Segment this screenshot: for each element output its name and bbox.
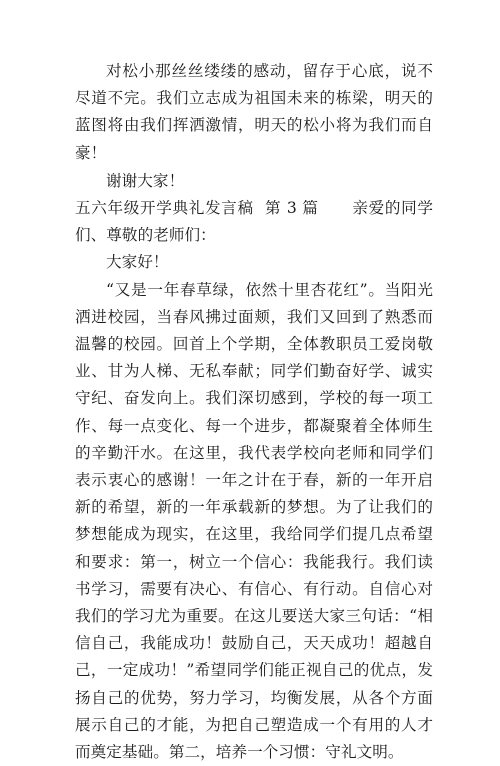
thanks-line: 谢谢大家！ xyxy=(106,171,185,190)
speech-heading-and-greeting: 五六年级开学典礼发言稿 第 3 篇 亲爱的同学们、尊敬的老师们： xyxy=(75,199,433,245)
hello-line: 大家好！ xyxy=(106,253,169,272)
closing-paragraph: 对松小那丝丝缕缕的感动，留存于心底，说不尽道不完。我们立志成为祖国未来的栋梁，明天的蓝图将由我们挥洒激情，明天的松小将为我们而自豪！ xyxy=(75,62,433,162)
document-body xyxy=(75,58,433,766)
speech-body-paragraph: “又是一年春草绿，依然十里杏花红”。当阳光洒进校园，当春风拂过面颊，我们又回到了熟悉而温馨的校园。回首上个学期，全体教职员工爱岗敬业、甘为人梯、无私奉献；同学们勤奋好学、诚实守纪、奋发向上。我们深切感到，学校的每一项工作、每一点变化、每一个进步，都凝聚着全体师生的辛勤汗水。在这里，我代表学校向老师和同学们表示衷心的感谢！一年之计在于春，新的一年开启新的希望，新的一年承载新的梦想。为了让我们的梦想能成为现实，在这里，我给同学们提几点希望和要求：第一，树立一个信心：我能我行。我们读书学习，需要有决心、有信心、有行动。自信心对我们的学习尤为重要。在这儿要送大家三句话：“相信自己，我能成功！鼓励自己，天天成功！超越自己，一定成功！”希望同学们能正视自己的优点，发扬自己的优势，努力学习，均衡发展，从各个方面展示自己的才能，为把自己塑造成一个有用的人才而奠定基础。第二，培养一个习惯：守礼文明。 xyxy=(75,280,433,762)
